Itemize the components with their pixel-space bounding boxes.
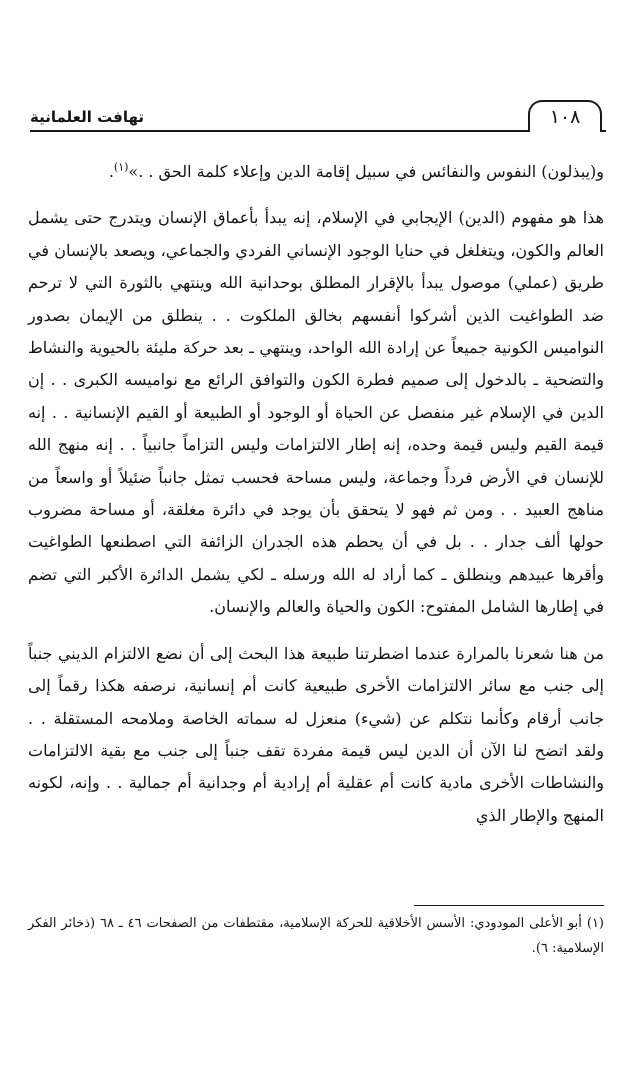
- opening-end: .: [108, 162, 114, 181]
- paragraph-2: من هنا شعرنا بالمرارة عندما اضطرتنا طبيعة هذا البحث إلى أن نضع الالتزام الديني جنباً إلى جنب مع سائر الالتزامات الأخرى طبيعية كانت أم إنسانية، نرصفه هكذا رقماً إلى جانب أرقام وكأنما نتكلم عن (شيء) منعزل له سماته الخاصة وملامحه المستقلة . . ولقد اتضح لنا الآن أن الدين ليس قيمة مفردة تقف جنباً إلى جنب مع بقية الالتزامات والنشاطات الأخرى مادية كانت أم عقلية أم إرادية أم وجدانية أم جمالية . . وإنه، لكونه المنهج والإطار الذي: [28, 643, 604, 825]
- footnote-reference: (١): [113, 160, 129, 174]
- paragraph-gap: [28, 188, 604, 202]
- footnote-text: أبو الأعلى المودودي: الأسس الأخلاقية للحركة الإسلامية، مقتطفات من الصفحات ٤٦ ـ ٦٨ (ذخائر الفكر الإسلامية: ٦).: [28, 916, 604, 956]
- footnote-1: [28, 911, 604, 961]
- footnote-rule: [414, 905, 604, 906]
- paragraph-gap: [28, 624, 604, 638]
- opening-line: [28, 156, 604, 188]
- footnote-marker: (١): [586, 916, 604, 931]
- body-text: [28, 156, 604, 832]
- running-header: [30, 100, 606, 136]
- opening-text: و(يبذلون) النفوس والنفائس في سبيل إقامة الدين وإعلاء كلمة الحق . .»: [128, 162, 604, 181]
- header-rule: [30, 130, 606, 132]
- running-title: تهافت العلمانية: [30, 108, 144, 126]
- page-number: ١٠٨: [528, 100, 602, 132]
- paragraph-1: هذا هو مفهوم (الدين) الإيجابي في الإسلام، إنه يبدأ بأعماق الإنسان ويتدرج حتى يشمل العالم والكون، ويتغلغل في حنايا الوجود الإنساني الفردي والجماعي، ويصعد بالإنسان في طريق (عملي) موصول يبدأ بالإقرار المطلق بوحدانية الله وينتهي بالثورة التي لا ترحم ضد الطواغيت الذين أشركوا أنفسهم بخالق الملكوت . . ينطلق من الإيمان بصدور النواميس الكونية جميعاً عن إرادة الله الواحد، وينتهي ـ بعد حركة مليئة بالحيوية والنشاط والتضحية ـ بالدخول إلى صميم فطرة الكون والتوافق الرائع مع نواميسه الكبرى . . إن الدين في الإسلام غير منفصل عن الحياة أو الوجود أو الطبيعة أو القيم الإنسانية . . إنه قيمة القيم وليس قيمة وحده، إنه إطار الالتزامات وليس التزاماً جانبياً . . إنه منهج الله للإنسان في الأرض فرداً وجماعة، وليس مساحة فحسب تمثل جانباً ضئيلاً أو واسعاً من مناهج العبيد . . ومن ثم فهو لا يتحقق بأن يوجد في دائرة مغلقة، أو مساحة مضروب حولها ألف جدار . . بل في أن يحطم هذه الجدران الزائفة التي اصطنعها الطواغيت وأقرها عبيدهم وينطلق ـ كما أراد له الله ورسله ـ لكي يشمل الدائرة الأكبر التي تضم في إطارها الشامل المفتوح: الكون والحياة والعالم والإنسان.: [28, 208, 604, 617]
